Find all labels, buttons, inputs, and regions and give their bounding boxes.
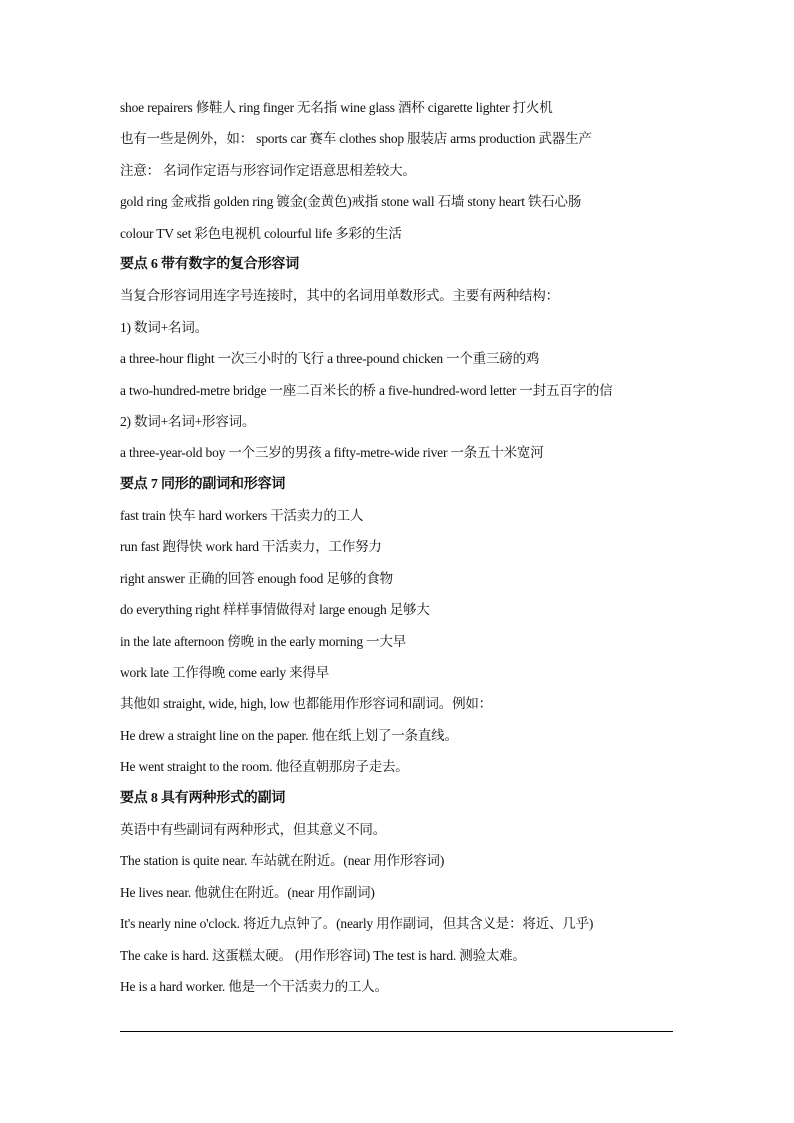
- text-line: He drew a straight line on the paper. 他在纸上划了一条直线。: [120, 727, 458, 743]
- section-heading: 要点 6 带有数字的复合形容词: [120, 256, 299, 272]
- footer-divider: [120, 1031, 673, 1032]
- text-line: gold ring 金戒指 golden ring 镀金(金黄色)戒指 stone wall 石墙 stony heart 铁石心肠: [120, 194, 582, 210]
- document-body: [120, 98, 680, 1008]
- text-line: run fast 跑得快 work hard 干活卖力，工作努力: [120, 539, 382, 555]
- text-line: 英语中有些副词有两种形式，但其意义不同。: [120, 821, 386, 837]
- text-line: colour TV set 彩色电视机 colourful life 多彩的生活: [120, 225, 402, 241]
- text-line: 其他如 straight, wide, high, low 也都能用作形容词和副词。例如：: [120, 696, 492, 712]
- text-line: 也有一些是例外，如： sports car 赛车 clothes shop 服装店 arms production 武器生产: [120, 131, 592, 147]
- text-line: He went straight to the room. 他径直朝那房子走去。: [120, 759, 409, 775]
- text-line: do everything right 样样事情做得对 large enough 足够大: [120, 602, 430, 618]
- text-line: right answer 正确的回答 enough food 足够的食物: [120, 570, 393, 586]
- text-line: He lives near. 他就住在附近。(near 用作副词): [120, 884, 375, 900]
- text-line: It's nearly nine o'clock. 将近九点钟了。(nearly 用作副词，但其含义是：将近、几乎): [120, 916, 594, 932]
- section-heading: 要点 7 同形的副词和形容词: [120, 476, 286, 492]
- text-line: He is a hard worker. 他是一个干活卖力的工人。: [120, 978, 388, 994]
- text-line: 1) 数词+名词。: [120, 319, 208, 335]
- text-line: fast train 快车 hard workers 干活卖力的工人: [120, 508, 364, 524]
- section-heading: 要点 8 具有两种形式的副词: [120, 790, 286, 806]
- text-line: work late 工作得晚 come early 来得早: [120, 665, 330, 681]
- text-line: a three-hour flight 一次三小时的飞行 a three-pound chicken 一个重三磅的鸡: [120, 351, 540, 367]
- text-line: 当复合形容词用连字号连接时，其中的名词用单数形式。主要有两种结构：: [120, 288, 559, 304]
- text-line: a three-year-old boy 一个三岁的男孩 a fifty-metre-wide river 一条五十米宽河: [120, 445, 544, 461]
- text-line: a two-hundred-metre bridge 一座二百米长的桥 a five-hundred-word letter 一封五百字的信: [120, 382, 613, 398]
- text-line: shoe repairers 修鞋人 ring finger 无名指 wine glass 酒杯 cigarette lighter 打火机: [120, 100, 553, 115]
- text-line: The cake is hard. 这蛋糕太硬。 (用作形容词) The test is hard. 测验太难。: [120, 947, 526, 963]
- text-line: 2) 数词+名词+形容词。: [120, 413, 256, 429]
- text-line: 注意： 名词作定语与形容词作定语意思相差较大。: [120, 162, 416, 178]
- text-line: in the late afternoon 傍晚 in the early morning 一大早: [120, 633, 407, 649]
- text-line: The station is quite near. 车站就在附近。(near 用作形容词): [120, 853, 445, 869]
